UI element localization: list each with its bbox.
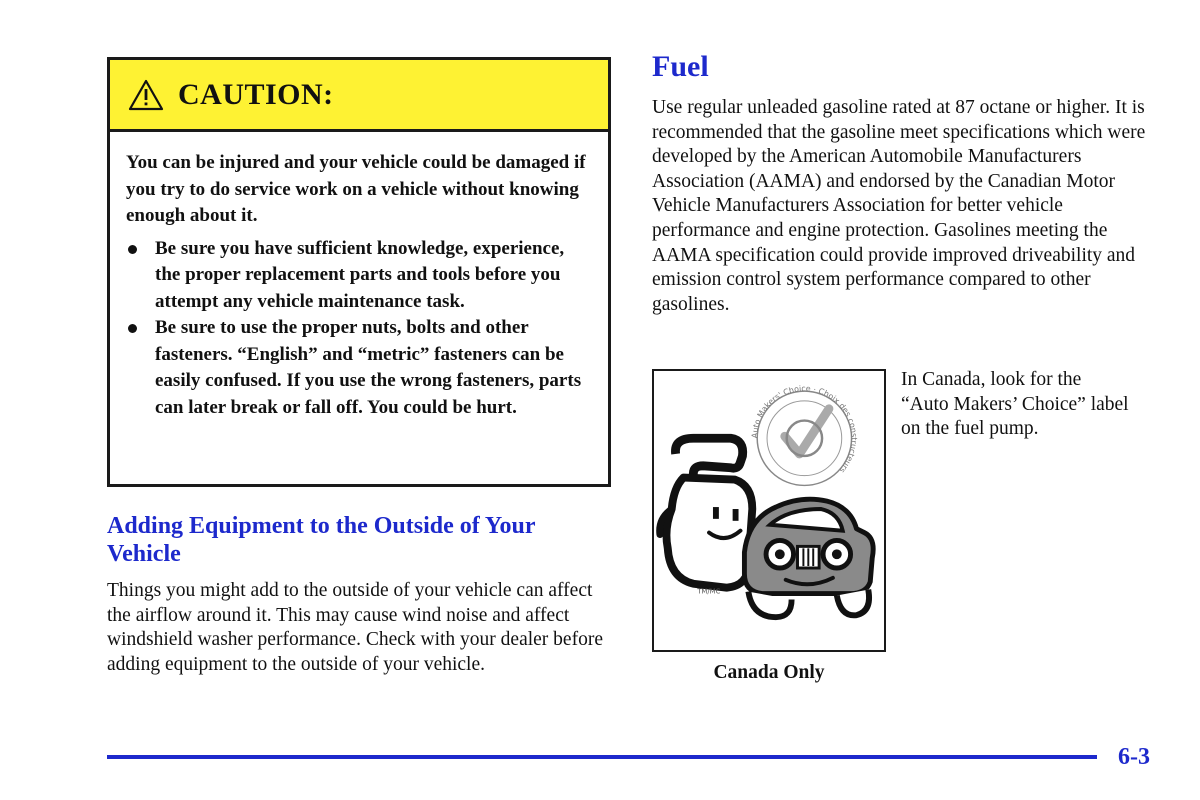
footer-rule <box>107 755 1097 759</box>
caution-item-text: Be sure you have sufficient knowledge, experience, the proper replacement parts and tools before you attempt any vehicle maintenance task. <box>155 237 565 312</box>
caution-box <box>107 57 611 487</box>
canada-note: In Canada, look for the “Auto Makers’ Choice” label on the fuel pump. <box>901 369 1129 440</box>
page-number: 6-3 <box>1118 744 1150 770</box>
fuel-pump-car-illustration <box>654 371 884 650</box>
caution-intro: You can be injured and your vehicle could be damaged if you try to do service work on a vehicle without knowing enough about it. <box>126 152 586 226</box>
caution-body <box>110 132 608 421</box>
caution-item-text: Be sure to use the proper nuts, bolts and other fasteners. “English” and “metric” fasteners can be easily confused. If you use the wrong fasteners, parts can later break or fall off. You could be hurt. <box>155 317 582 418</box>
trademark-mark: TM/MC <box>697 587 721 596</box>
bullet-icon <box>128 245 137 254</box>
caution-list <box>126 236 592 422</box>
figure-caption: Canada Only <box>713 662 825 683</box>
fuel-heading: Fuel <box>652 50 709 83</box>
adding-equipment-text: Things you might add to the outside of your vehicle can affect the airflow around it. This may cause wind noise and affect windshield washer performance. Check with your dealer before adding equipment to the outside of your vehicle. <box>107 580 603 675</box>
caution-list-item <box>126 315 592 421</box>
seal-ring-text: Auto Makers' Choice · Choix des constructeurs <box>750 384 859 475</box>
caution-list-item <box>126 236 592 316</box>
adding-equipment-heading: Adding Equipment to the Outside of Your Vehicle <box>107 513 536 567</box>
fuel-text: Use regular unleaded gasoline rated at 87 octane or higher. It is recommended that the gasoline meet specifications which were developed by the American Automobile Manufacturers Association (AAMA) and endorsed by the Canadian Motor Vehicle Manufacturers Association for better vehicle performance and engine protection. Gasolines meeting the AAMA specification could provide improved driveability and emission control system performance compared to other gasolines. <box>652 97 1146 315</box>
auto-makers-choice-illustration <box>652 369 886 652</box>
caution-header <box>110 60 608 132</box>
bullet-icon <box>128 324 137 333</box>
warning-triangle-icon <box>128 79 164 111</box>
caution-title: CAUTION: <box>178 77 334 111</box>
